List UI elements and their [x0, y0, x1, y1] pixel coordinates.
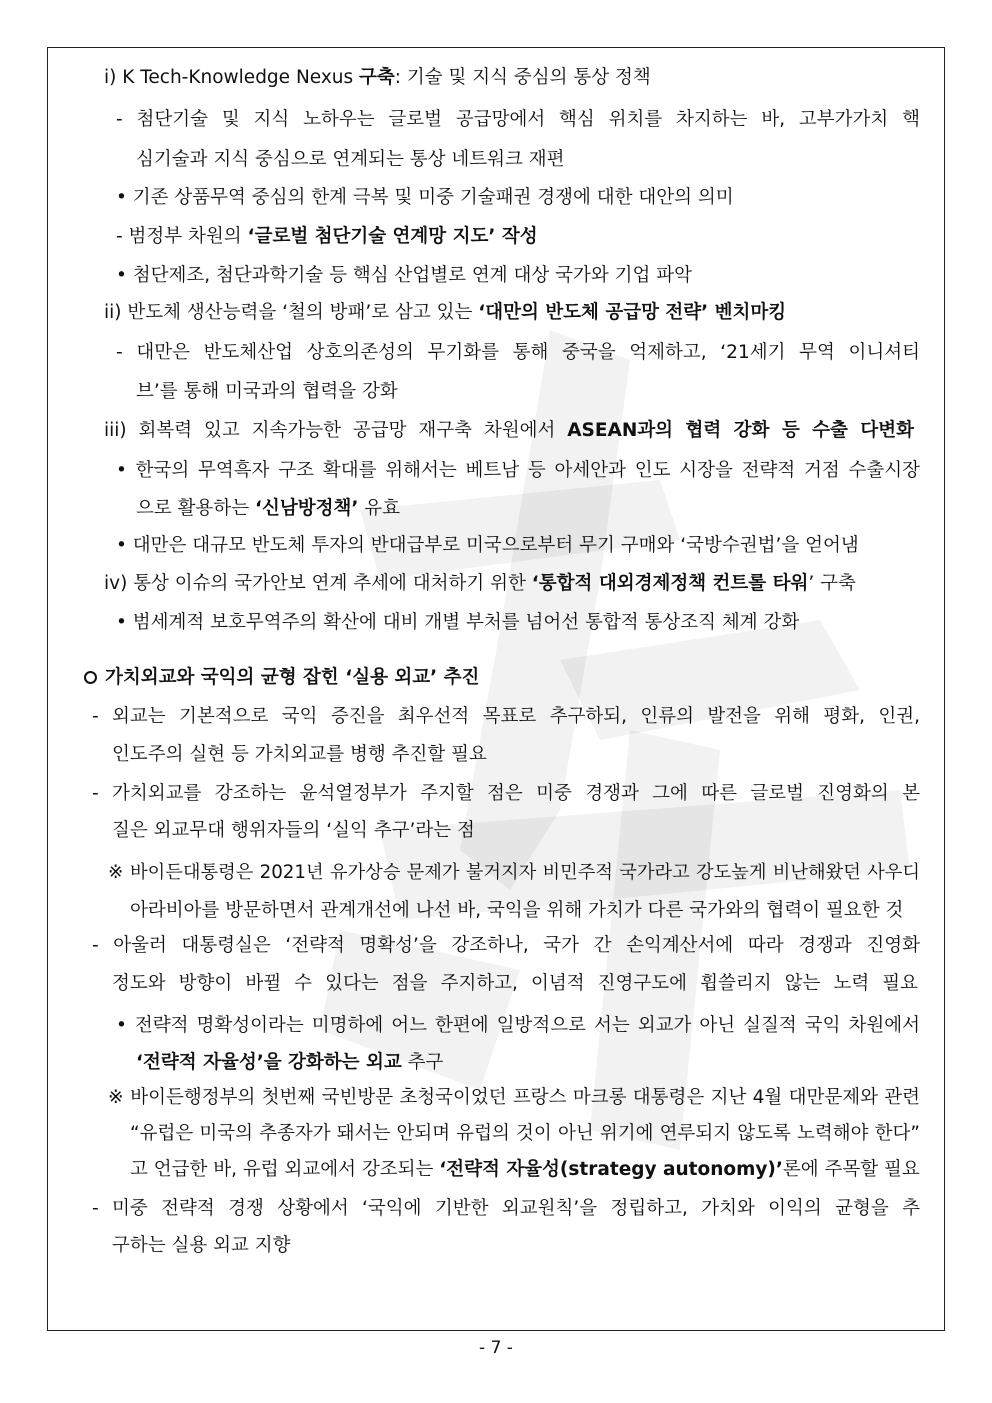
text-line: - 외교는 기본적으로 국익 증진을 최우선적 목표로 추구하되, 인류의 발전을 위해 평화, 인권,: [92, 706, 920, 727]
bullet-item: • 기존 상품무역 중심의 한계 극복 및 미중 기술패권 경쟁에 대한 대안의 의미: [116, 187, 734, 208]
bullet-item: • 한국의 무역흑자 구조 확대를 위해서는 베트남 등 아세안과 인도 시장을 전략적 거점 수출시장: [116, 460, 920, 481]
text-line: - 가치외교를 강조하는 윤석열정부가 주지할 점은 미중 경쟁과 그에 따른 글로벌 진영화의 본: [92, 783, 920, 804]
section-heading-k-tech-nexus: i) K Tech-Knowledge Nexus 구축: 기술 및 지식 중심의 통상 정책: [104, 67, 651, 88]
text-line: ‘전략적 자율성’을 강화하는 외교 추구: [136, 1052, 444, 1073]
note-line: “유럽은 미국의 추종자가 돼서는 안되며 유럽의 것이 아닌 위기에 연루되지 않도록 노력해야 한다”: [130, 1123, 920, 1144]
note-line: ※ 바이든대통령은 2021년 유가상승 문제가 불거지자 비민주적 국가라고 강도높게 비난해왔던 사우디: [108, 862, 920, 883]
main-heading-pragmatic-diplomacy: 가치외교와 국익의 균형 잡힌 ‘실용 외교’ 추진: [84, 665, 479, 691]
section-heading-control-tower: iv) 통상 이슈의 국가안보 연계 추세에 대처하기 위한 ‘통합적 대외경제정책 컨트롤 타워’ 구축: [104, 573, 856, 594]
text-line: - 미중 전략적 경쟁 상황에서 ‘국익에 기반한 외교원칙’을 정립하고, 가치와 이익의 균형을 추: [92, 1198, 920, 1219]
text-line: 심기술과 지식 중심으로 연계되는 통상 네트워크 재편: [136, 149, 565, 170]
text-line: - 아울러 대통령실은 ‘전략적 명확성’을 강조하나, 국가 간 손익계산서에 따라 경쟁과 진영화: [92, 935, 920, 956]
text-line: - 대만은 반도체산업 상호의존성의 무기화를 통해 중국을 억제하고, ‘21세기 무역 이니셔티: [116, 342, 920, 363]
text-line: - 첨단기술 및 지식 노하우는 글로벌 공급망에서 핵심 위치를 차지하는 바, 고부가가치 핵: [116, 109, 920, 130]
bullet-item: • 전략적 명확성이라는 미명하에 어느 한편에 일방적으로 서는 외교가 아닌 실질적 국익 차원에서: [116, 1015, 920, 1036]
text-line: 으로 활용하는 ‘신남방정책’ 유효: [136, 498, 401, 519]
text-line: - 범정부 차원의 ‘글로벌 첨단기술 연계망 지도’ 작성: [116, 226, 538, 247]
text-line: 브’를 통해 미국과의 협력을 강화: [136, 381, 398, 402]
section-heading-taiwan-benchmark: ii) 반도체 생산능력을 ‘철의 방패’로 삼고 있는 ‘대만의 반도체 공급망 전략’ 벤치마킹: [104, 302, 787, 323]
bullet-item: • 첨단제조, 첨단과학기술 등 핵심 산업별로 연계 대상 국가와 기업 파악: [116, 265, 692, 286]
note-line: ※ 바이든행정부의 첫번째 국빈방문 초청국이었던 프랑스 마크롱 대통령은 지난 4월 대만문제와 관련: [108, 1087, 920, 1108]
circle-bullet-icon: [84, 671, 97, 684]
text-line: 인도주의 실현 등 가치외교를 병행 추진할 필요: [112, 744, 487, 765]
text-line: 구하는 실용 외교 지향: [112, 1235, 291, 1256]
page-number: - 7 -: [479, 1338, 513, 1358]
note-line: 고 언급한 바, 유럽 외교에서 강조되는 ‘전략적 자율성(strategy autonomy)’론에 주목할 필요: [130, 1159, 920, 1180]
text-line: 정도와 방향이 바뀔 수 있다는 점을 주지하고, 이념적 진영구도에 휩쓸리지 않는 노력 필요: [112, 973, 918, 994]
bullet-item: • 범세계적 보호무역주의 확산에 대비 개별 부처를 넘어선 통합적 통상조직 체계 강화: [116, 612, 800, 633]
section-heading-asean: iii) 회복력 있고 지속가능한 공급망 재구축 차원에서 ASEAN과의 협력 강화 등 수출 다변화: [104, 420, 914, 441]
text-line: 질은 외교무대 행위자들의 ‘실익 추구’라는 점: [112, 820, 475, 841]
note-line: 아라비아를 방문하면서 관계개선에 나선 바, 국익을 위해 가치가 다른 국가와의 협력이 필요한 것: [130, 900, 904, 921]
bullet-item: • 대만은 대규모 반도체 투자의 반대급부로 미국으로부터 무기 구매와 ‘국방수권법’을 얻어냄: [116, 535, 859, 556]
